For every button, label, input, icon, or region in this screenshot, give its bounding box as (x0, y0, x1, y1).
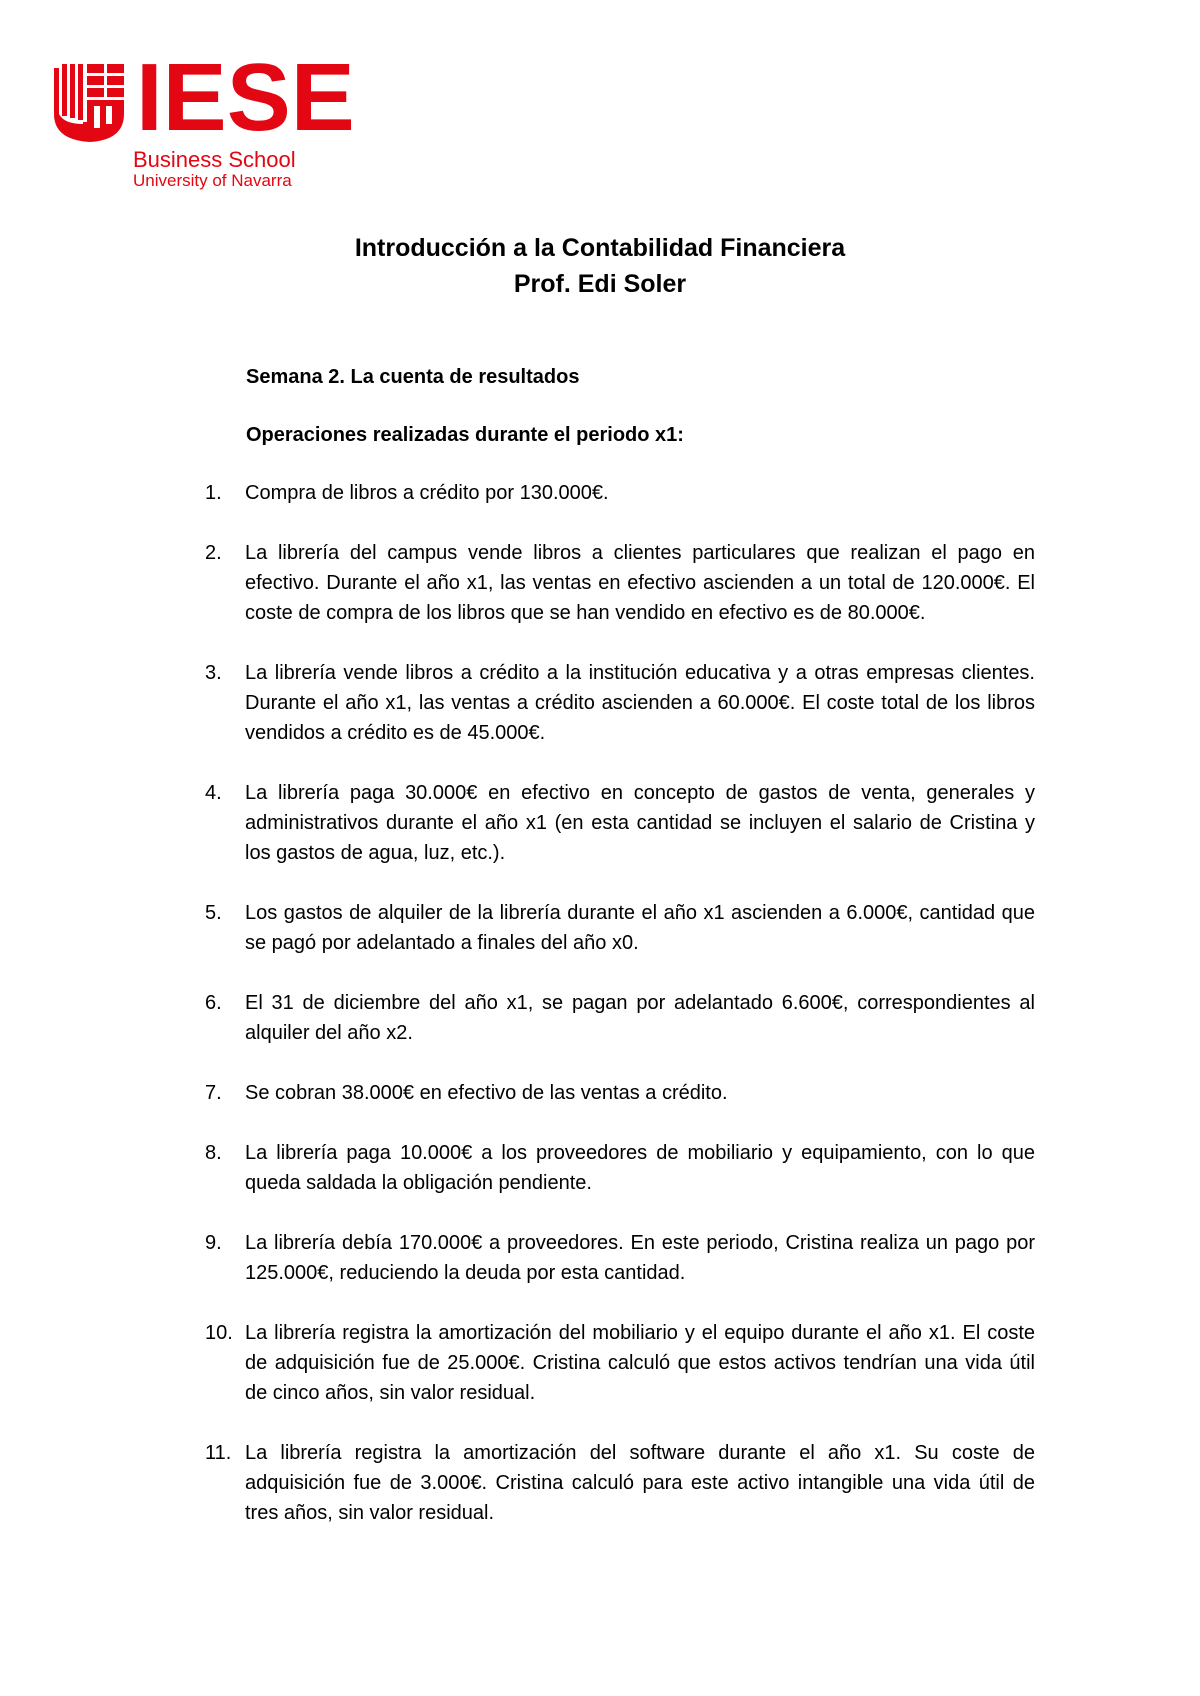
item-text: La librería paga 10.000€ a los proveedores de mobiliario y equipamiento, con lo que queda saldada la obligación pendiente. (245, 1142, 1035, 1194)
list-item (205, 778, 1035, 868)
logo-business-school: Business School (133, 147, 296, 172)
item-number: 4. (205, 782, 222, 804)
iese-logo (54, 44, 355, 192)
item-text: Compra de libros a crédito por 130.000€. (245, 482, 609, 504)
item-number: 11. (205, 1442, 232, 1464)
list-item (205, 988, 1035, 1048)
list-item (205, 1438, 1035, 1528)
item-text: La librería paga 30.000€ en efectivo en concepto de gastos de venta, generales y administrativos durante el año x1 (en esta cantidad se incluyen el salario de Cristina y los gastos de agua, luz, etc.). (245, 782, 1035, 864)
item-text: La librería registra la amortización del software durante el año x1. Su coste de adquisición fue de 3.000€. Cristina calculó para este activo intangible una vida útil de tres años, sin valor residual. (245, 1442, 1035, 1524)
item-text: La librería vende libros a crédito a la institución educativa y a otras empresas clientes. Durante el año x1, las ventas a crédito ascienden a 60.000€. El coste total de los libros vendidos a crédito es de 45.000€. (245, 662, 1035, 744)
item-number: 9. (205, 1232, 222, 1254)
list-item (205, 1138, 1035, 1198)
logo-wordmark: IESE (136, 44, 355, 151)
item-text: La librería debía 170.000€ a proveedores. En este periodo, Cristina realiza un pago por 125.000€, reduciendo la deuda por esta cantidad. (245, 1232, 1035, 1284)
list-item (205, 658, 1035, 748)
operations-list (205, 478, 1035, 1558)
item-number: 2. (205, 542, 222, 564)
professor-name: Prof. Edi Soler (513, 270, 687, 298)
item-text: Los gastos de alquiler de la librería durante el año x1 ascienden a 6.000€, cantidad que se pagó por adelantado a finales del año x0. (245, 902, 1035, 954)
operations-heading: Operaciones realizadas durante el periodo x1: (246, 424, 684, 446)
item-text: La librería del campus vende libros a clientes particulares que realizan el pago en efectivo. Durante el año x1, las ventas en efectivo ascienden a un total de 120.000€. El coste de compra de los libros que se han vendido en efectivo es de 80.000€. (245, 542, 1035, 624)
item-number: 10. (205, 1322, 233, 1344)
iese-crest-icon (54, 62, 128, 144)
item-number: 5. (205, 902, 222, 924)
list-item (205, 478, 1035, 508)
item-number: 1. (205, 482, 222, 504)
logo-university: University of Navarra (133, 171, 292, 190)
item-text: Se cobran 38.000€ en efectivo de las ventas a crédito. (245, 1082, 728, 1104)
item-number: 8. (205, 1142, 222, 1164)
week-heading: Semana 2. La cuenta de resultados (246, 366, 580, 388)
item-number: 7. (205, 1082, 222, 1104)
list-item (205, 1078, 1035, 1108)
list-item (205, 1228, 1035, 1288)
item-number: 3. (205, 662, 222, 684)
item-number: 6. (205, 992, 222, 1014)
list-item (205, 898, 1035, 958)
list-item (205, 1318, 1035, 1408)
item-text: El 31 de diciembre del año x1, se pagan por adelantado 6.600€, correspondientes al alquiler del año x2. (245, 992, 1035, 1044)
document-title: Introducción a la Contabilidad Financiera (354, 234, 846, 262)
list-item (205, 538, 1035, 628)
item-text: La librería registra la amortización del mobiliario y el equipo durante el año x1. El coste de adquisición fue de 25.000€. Cristina calculó que estos activos tendrían una vida útil de cinco años, sin valor residual. (245, 1322, 1035, 1404)
